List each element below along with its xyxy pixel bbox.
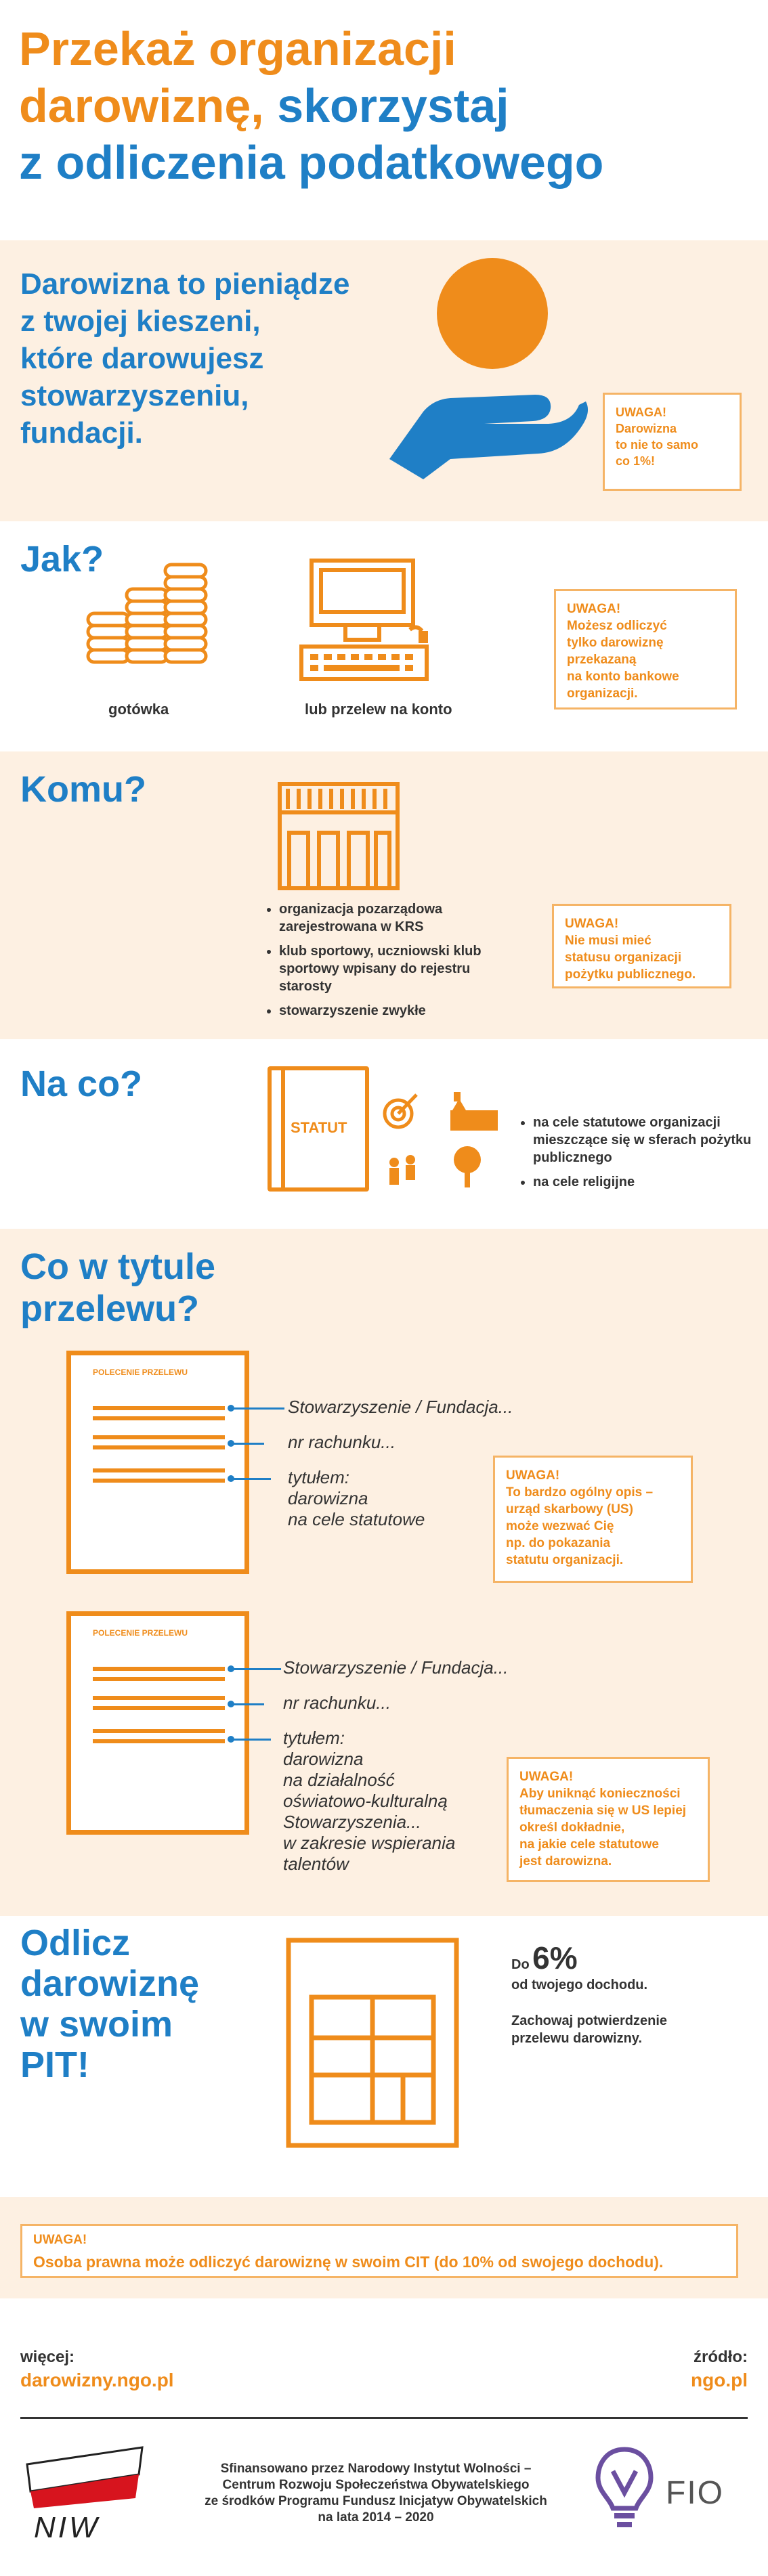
cit-text: Osoba prawna może odliczyć darowiznę w swoim CIT (do 10% od swojego dochodu). xyxy=(33,2253,664,2271)
transfer-label: lub przelew na konto xyxy=(305,701,452,718)
source-link[interactable]: ngo.pl xyxy=(691,2370,748,2391)
funding-text: Sfinansowano przez Narodowy Instytut Wolności – Centrum Rozwoju Społeczeństwa Obywatelskiego ze środków Programu Fundusz Inicjatyw Obywatelskich na lata 2014 – 2020 xyxy=(205,2462,547,2525)
source-label: źródło: xyxy=(694,2348,748,2366)
form-line xyxy=(93,1406,225,1410)
statute-book-icon xyxy=(268,1066,369,1192)
percent-value: 6% xyxy=(532,1940,578,1975)
form2-title: tytułem: darowizna na działalność oświatowo-kulturalną Stowarzyszenia... w zakresie wspierania talentów xyxy=(283,1728,456,1874)
leader-line xyxy=(230,1739,271,1741)
form-title: POLECENIE PRZELEWU xyxy=(93,1628,188,1638)
niw-logo-text: NIW xyxy=(34,2511,100,2544)
income-label: od twojego dochodu. xyxy=(511,1978,648,1992)
leader-dot xyxy=(228,1665,234,1672)
form-line xyxy=(93,1739,225,1743)
tytul-uwaga-note-1: UWAGA! To bardzo ogólny opis – urząd skarbowy (US) może wezwać Cię np. do pokazania statutu organizacji. xyxy=(493,1456,693,1583)
form2-account: nr rachunku... xyxy=(283,1693,391,1713)
niw-flag-icon xyxy=(20,2444,149,2512)
leader-dot xyxy=(228,1736,234,1743)
more-link[interactable]: darowizny.ngo.pl xyxy=(20,2370,174,2391)
transfer-form-2 xyxy=(66,1611,249,1835)
form-title: POLECENIE PRZELEWU xyxy=(93,1368,188,1377)
leader-dot xyxy=(228,1440,234,1447)
fio-logo-text: FIO xyxy=(666,2475,724,2511)
leader-line xyxy=(230,1478,271,1480)
tytul-title: Co w tytule przelewu? xyxy=(20,1246,216,1329)
leader-dot xyxy=(228,1701,234,1707)
leader-line xyxy=(230,1443,264,1445)
list-item: • stowarzyszenie zwykłe xyxy=(279,1002,509,1020)
title-line-3: z odliczenia podatkowego xyxy=(19,136,604,189)
list-item: • organizacja pozarządowa zarejestrowana w KRS xyxy=(279,900,509,936)
list-item: • klub sportowy, uczniowski klub sportowy wpisany do rejestru starosty xyxy=(279,942,509,995)
cash-label: gotówka xyxy=(108,701,169,718)
leader-line xyxy=(230,1407,284,1410)
form-line xyxy=(93,1667,225,1671)
pit-form-icon xyxy=(284,1936,461,2149)
naco-list xyxy=(518,1114,756,1198)
form-line xyxy=(93,1729,225,1733)
list-item: • na cele religijne xyxy=(533,1173,756,1191)
activities-icons xyxy=(379,1087,501,1192)
jak-uwaga-note: UWAGA! Możesz odliczyć tylko darowiznę przekazaną na konto bankowe organizacji. xyxy=(554,589,737,710)
intro-uwaga-note: UWAGA! Darowizna to nie to samo co 1%! xyxy=(603,393,742,491)
coins-icon xyxy=(78,562,213,680)
form-line xyxy=(93,1479,225,1483)
transfer-form-1 xyxy=(66,1351,249,1574)
title-line-1: Przekaż organizacji xyxy=(19,22,456,75)
form-line xyxy=(93,1706,225,1710)
naco-title: Na co? xyxy=(20,1064,143,1104)
deduction-info: Do 6% od twojego dochodu. Zachowaj potwierdzenie przelewu darowizny. xyxy=(511,1940,668,2046)
form1-name: Stowarzyszenie / Fundacja... xyxy=(288,1397,513,1417)
form-line xyxy=(93,1677,225,1681)
komu-uwaga-note: UWAGA! Nie musi mieć statusu organizacji pożytku publicznego. xyxy=(552,904,731,988)
cit-uwaga-note xyxy=(20,2224,738,2278)
tytul-uwaga-note-2: UWAGA! Aby uniknąć konieczności tłumaczenia się w US lepiej określ dokładnie, na jakie cele statutowe jest darowizna. xyxy=(507,1757,710,1882)
odlicz-title: Odlicz darowiznę w swoim PIT! xyxy=(20,1923,200,2085)
form2-name: Stowarzyszenie / Fundacja... xyxy=(283,1657,509,1678)
komu-title: Komu? xyxy=(20,769,146,810)
fio-logo xyxy=(593,2444,748,2539)
cit-uwaga-title: UWAGA! xyxy=(33,2233,87,2247)
leader-line xyxy=(230,1703,264,1705)
form-line xyxy=(93,1435,225,1439)
leader-line xyxy=(230,1668,281,1670)
more-label: więcej: xyxy=(20,2348,75,2366)
title-line-2a: darowiznę, xyxy=(19,79,264,132)
do-label: Do xyxy=(511,1957,530,1972)
form-line xyxy=(93,1468,225,1472)
statute-label: STATUT xyxy=(291,1119,347,1136)
page-title xyxy=(19,20,603,191)
footer-divider xyxy=(20,2417,748,2419)
computer-icon xyxy=(298,555,433,684)
form1-title: tytułem: darowizna na cele statutowe xyxy=(288,1467,425,1529)
form-line xyxy=(93,1416,225,1420)
fio-bulb-icon xyxy=(593,2444,657,2532)
jak-title: Jak? xyxy=(20,539,104,580)
list-item: • na cele statutowe organizacji mieszczące się w sferach pożytku publicznego xyxy=(533,1114,756,1166)
form-line xyxy=(93,1445,225,1449)
form1-account: nr rachunku... xyxy=(288,1432,396,1452)
hand-coin-icon xyxy=(376,256,593,486)
building-icon xyxy=(274,779,403,894)
title-line-2b: skorzystaj xyxy=(277,79,509,132)
leader-dot xyxy=(228,1475,234,1482)
form-line xyxy=(93,1696,225,1700)
leader-dot xyxy=(228,1405,234,1412)
komu-list xyxy=(264,900,509,1026)
niw-logo xyxy=(20,2444,149,2546)
intro-text: Darowizna to pieniądze z twojej kieszeni, które darowujesz stowarzyszeniu, fundacji. xyxy=(20,267,350,450)
